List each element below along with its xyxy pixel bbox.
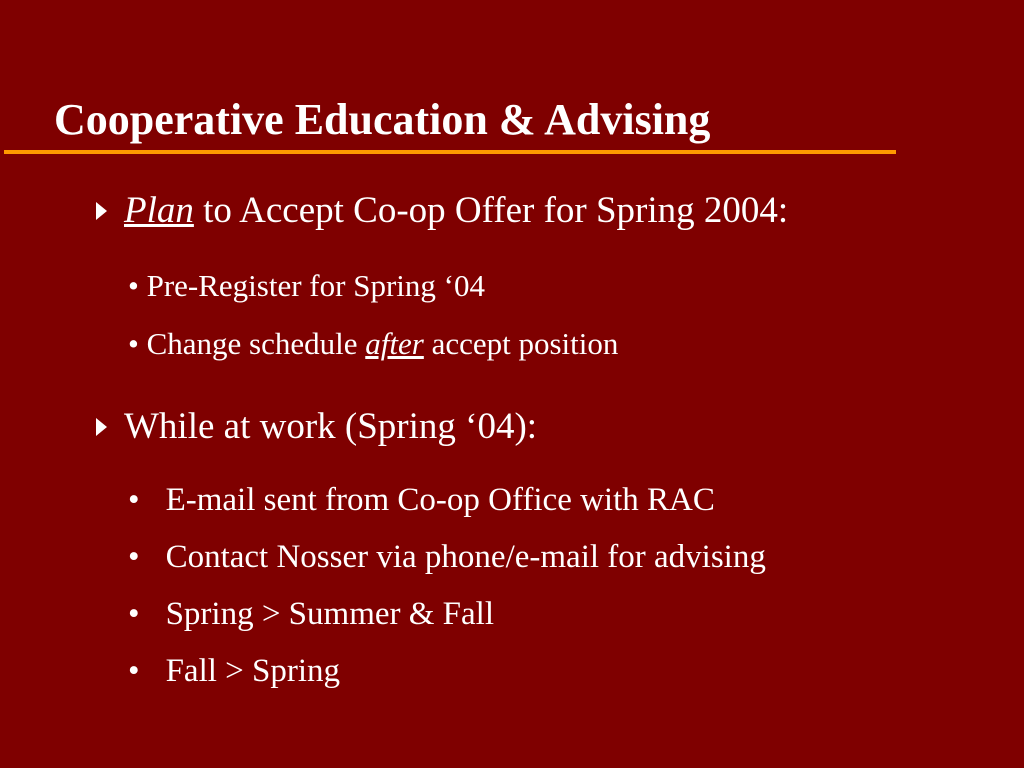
bullet-dot: • bbox=[128, 539, 140, 575]
section2-heading-text: While at work (Spring ‘04): bbox=[124, 406, 538, 447]
section1-heading-emphasis: Plan bbox=[124, 190, 194, 231]
section1-item-2-suffix: accept position bbox=[423, 326, 619, 361]
section1-item-2 bbox=[128, 325, 618, 363]
section2-item-2-text: Contact Nosser via phone/e-mail for advising bbox=[165, 539, 766, 575]
triangle-bullet-icon bbox=[96, 202, 107, 220]
slide-title: Cooperative Education & Advising bbox=[54, 95, 711, 144]
section2-item-3-text: Spring > Summer & Fall bbox=[165, 596, 495, 632]
section1-heading-text: to Accept Co-op Offer for Spring 2004: bbox=[193, 190, 789, 231]
section1-item-1 bbox=[128, 267, 485, 305]
bullet-dot: • bbox=[128, 653, 140, 689]
section2-item-3 bbox=[128, 594, 494, 634]
section2-item-1-text: E-mail sent from Co-op Office with RAC bbox=[165, 482, 715, 518]
section2-item-2 bbox=[128, 537, 766, 577]
triangle-bullet-icon bbox=[96, 418, 107, 436]
section1-item-2-emphasis: after bbox=[365, 326, 424, 361]
section1-item-1-text: • Pre-Register for Spring ‘04 bbox=[128, 268, 485, 303]
title-underline-rule bbox=[4, 150, 896, 154]
bullet-dot: • bbox=[128, 482, 140, 518]
section2-item-4-text: Fall > Spring bbox=[165, 653, 341, 689]
bullet-dot: • bbox=[128, 596, 140, 632]
section2-item-4 bbox=[128, 651, 340, 691]
section1-heading bbox=[96, 189, 788, 233]
section2-heading bbox=[96, 405, 537, 449]
section1-item-2-text: • Change schedule bbox=[128, 326, 366, 361]
section2-item-1 bbox=[128, 480, 715, 520]
